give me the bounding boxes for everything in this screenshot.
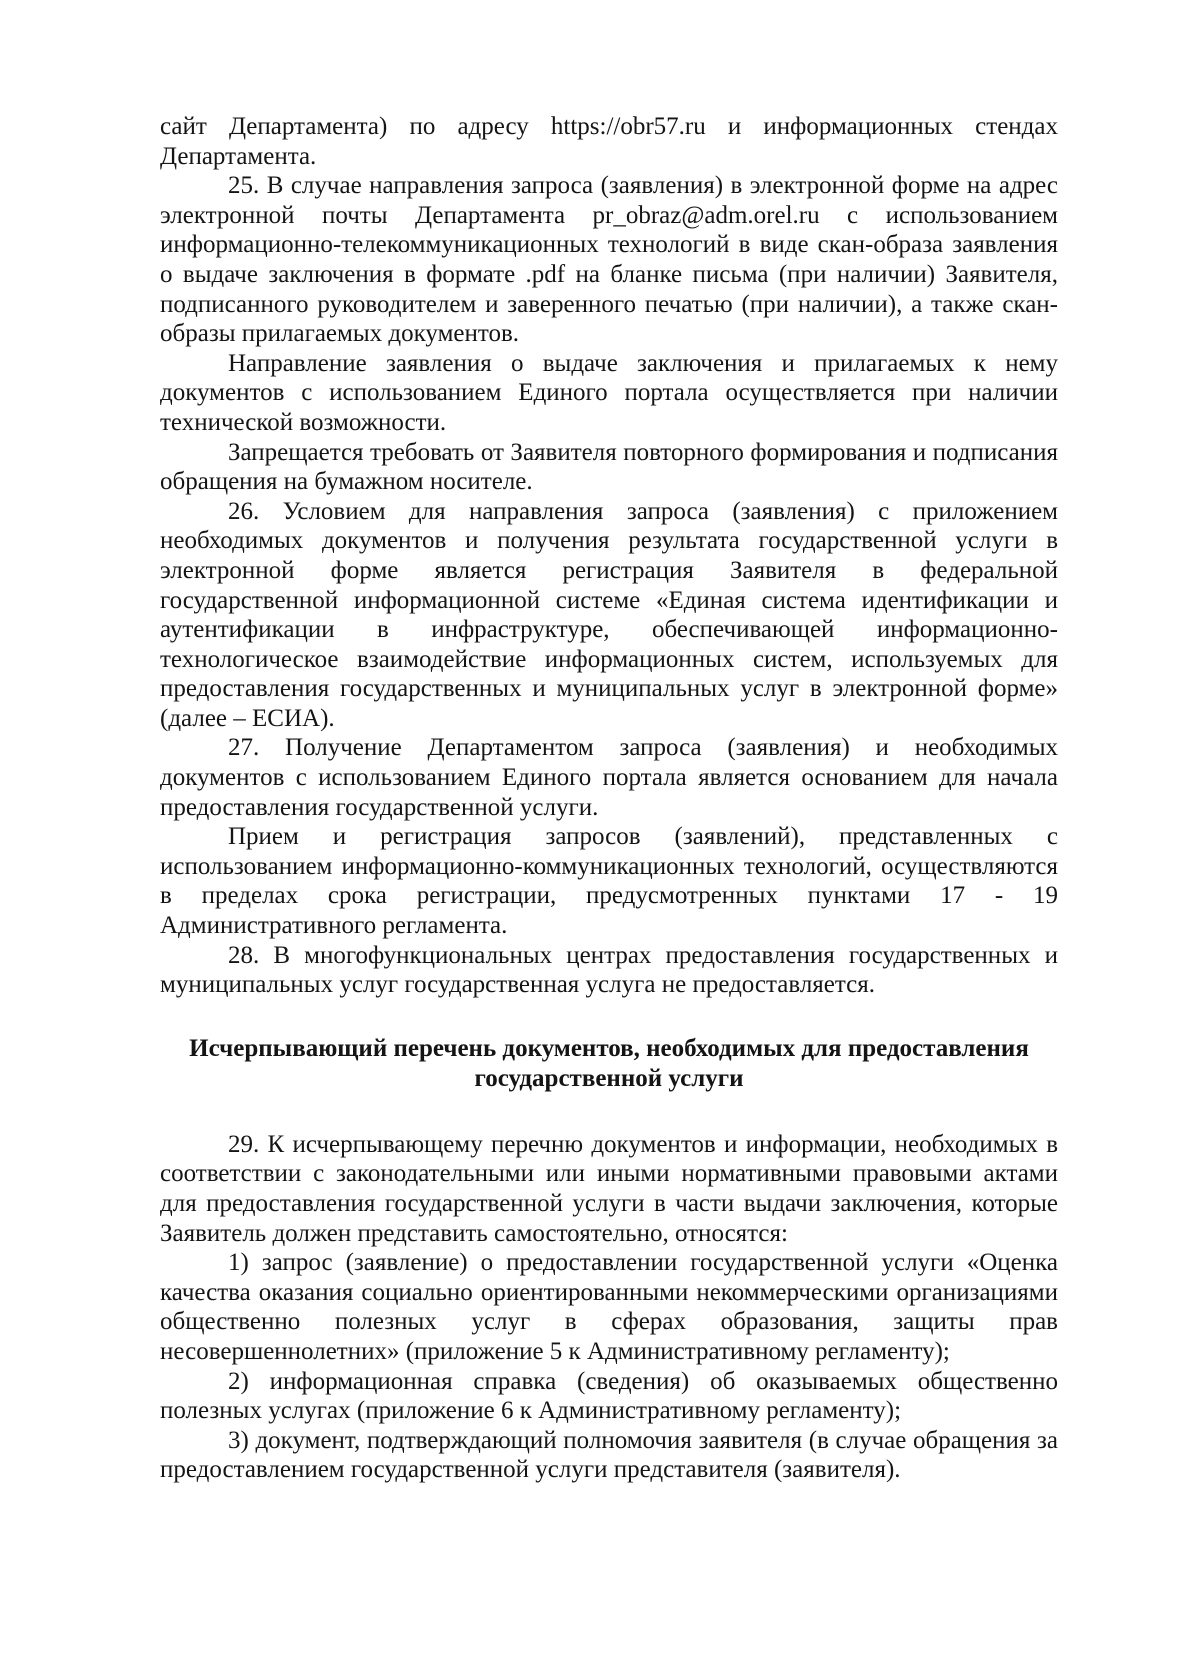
paragraph-29: 29. К исчерпывающему перечню документов и информации, необходимых в соответствии с законодательными или иными нормативными правовыми актами для предоставления государственной услуги в части выдачи заключения, которые Заявитель должен представить самостоятельно, относятся:	[160, 1130, 1058, 1247]
section-heading: Исчерпывающий перечень документов, необходимых для предоставления государственной услуги	[189, 1034, 1029, 1092]
paragraph-26: 26. Условием для направления запроса (заявления) с приложением необходимых документов и получения результата государственной услуги в электронной форме является регистрация Заявителя в федеральной государственной информационной системе «Единая система идентификации и аутентификации в инфраструктуре, обеспечивающей информационно-технологическое взаимодействие информационных систем, используемых для предоставления государственных и муниципальных услуг в электронной форме» (далее – ЕСИА).	[160, 497, 1058, 732]
list-item-1: 1) запрос (заявление) о предоставлении государственной услуги «Оценка качества оказания социально ориентированными некоммерческими организациями общественно полезных услуг в сферах образования, защиты прав несовершеннолетних» (приложение 5 к Административному регламенту);	[160, 1249, 1058, 1365]
paragraph-27: 27. Получение Департаментом запроса (заявления) и необходимых документов с использованием Единого портала является основанием для начала предоставления государственной услуги.	[160, 734, 1058, 821]
paragraph-28: 28. В многофункциональных центрах предоставления государственных и муниципальных услуг государственная услуга не предоставляется.	[160, 941, 1058, 999]
paragraph-25-prohibition: Запрещается требовать от Заявителя повторного формирования и подписания обращения на бумажном носителе.	[160, 438, 1058, 496]
paragraph-continuation: сайт Департамента) по адресу https://obr57.ru и информационных стендах Департамента.	[160, 113, 1058, 170]
list-item-2: 2) информационная справка (сведения) об оказываемых общественно полезных услугах (приложение 6 к Административному регламенту);	[160, 1367, 1058, 1425]
document-body	[160, 112, 1058, 1485]
paragraph-25: 25. В случае направления запроса (заявления) в электронной форме на адрес электронной почты Департамента pr_obraz@adm.orel.ru с использованием информационно-телекоммуникационных технологий в виде скан-образа заявления о выдаче заключения в формате .pdf на бланке письма (при наличии) Заявителя, подписанного руководителем и заверенного печатью (при наличии), а также скан-образы прилагаемых документов.	[160, 172, 1058, 348]
list-item-3: 3) документ, подтверждающий полномочия заявителя (в случае обращения за предоставлением государственной услуги представителя (заявителя).	[160, 1426, 1058, 1484]
paragraph-25-portal: Направление заявления о выдаче заключения и прилагаемых к нему документов с использованием Единого портала осуществляется при наличии технической возможности.	[160, 349, 1058, 436]
paragraph-27-reception: Прием и регистрация запросов (заявлений), представленных с использованием информационно-коммуникационных технологий, осуществляются в пределах срока регистрации, предусмотренных пунктами 17 - 19 Административного регламента.	[160, 823, 1058, 940]
